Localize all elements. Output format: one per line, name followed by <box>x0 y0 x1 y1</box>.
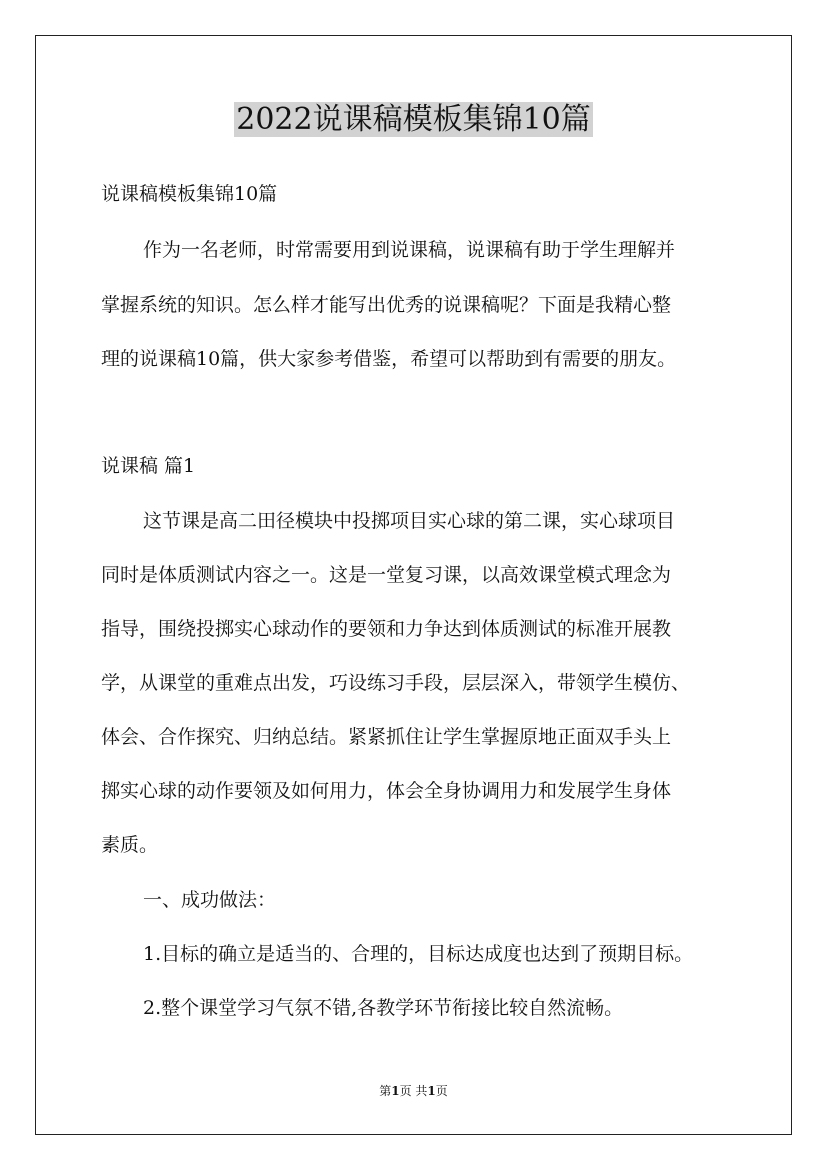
body-line-6: 掷实心球的动作要领及如何用力，体会全身协调用力和发展学生身体 <box>101 780 672 802</box>
footer-page-current: 1 <box>391 1084 400 1098</box>
footer-mid: 页 共 <box>399 1084 428 1098</box>
body-line-7: 素质。 <box>101 834 159 856</box>
footer-prefix: 第 <box>379 1084 392 1098</box>
body-line-3: 指导，围绕投掷实心球动作的要领和力争达到体质测试的标准开展教 <box>101 618 672 640</box>
subheading-success-practices: 一、成功做法： <box>143 889 277 911</box>
body-line-2: 同时是体质测试内容之一。这是一堂复习课，以高效课堂模式理念为 <box>101 564 672 586</box>
document-title-text: 2022说课稿模板集锦10篇 <box>236 102 591 137</box>
intro-line-3: 理的说课稿10篇，供大家参考借鉴，希望可以帮助到有需要的朋友。 <box>101 348 677 370</box>
body-line-1: 这节课是高二田径模块中投掷项目实心球的第二课，实心球项目 <box>143 510 676 532</box>
body-line-4: 学，从课堂的重难点出发，巧设练习手段，层层深入，带领学生模仿、 <box>101 672 691 694</box>
footer-suffix: 页 <box>435 1084 448 1098</box>
page-footer <box>0 1083 827 1099</box>
point-1: 1.目标的确立是适当的、合理的，目标达成度也达到了预期目标。 <box>143 943 694 965</box>
document-title <box>0 98 827 142</box>
intro-line-2: 掌握系统的知识。怎么样才能写出优秀的说课稿呢？下面是我精心整 <box>101 294 672 316</box>
document-subtitle: 说课稿模板集锦10篇 <box>101 183 278 205</box>
body-line-5: 体会、合作探究、归纳总结。紧紧抓住让学生掌握原地正面双手头上 <box>101 726 672 748</box>
section-heading: 说课稿 篇1 <box>101 455 196 477</box>
footer-page-total: 1 <box>427 1084 436 1098</box>
point-2: 2.整个课堂学习气氛不错,各教学环节衔接比较自然流畅。 <box>143 997 624 1019</box>
intro-line-1: 作为一名老师，时常需要用到说课稿，说课稿有助于学生理解并 <box>143 239 676 261</box>
